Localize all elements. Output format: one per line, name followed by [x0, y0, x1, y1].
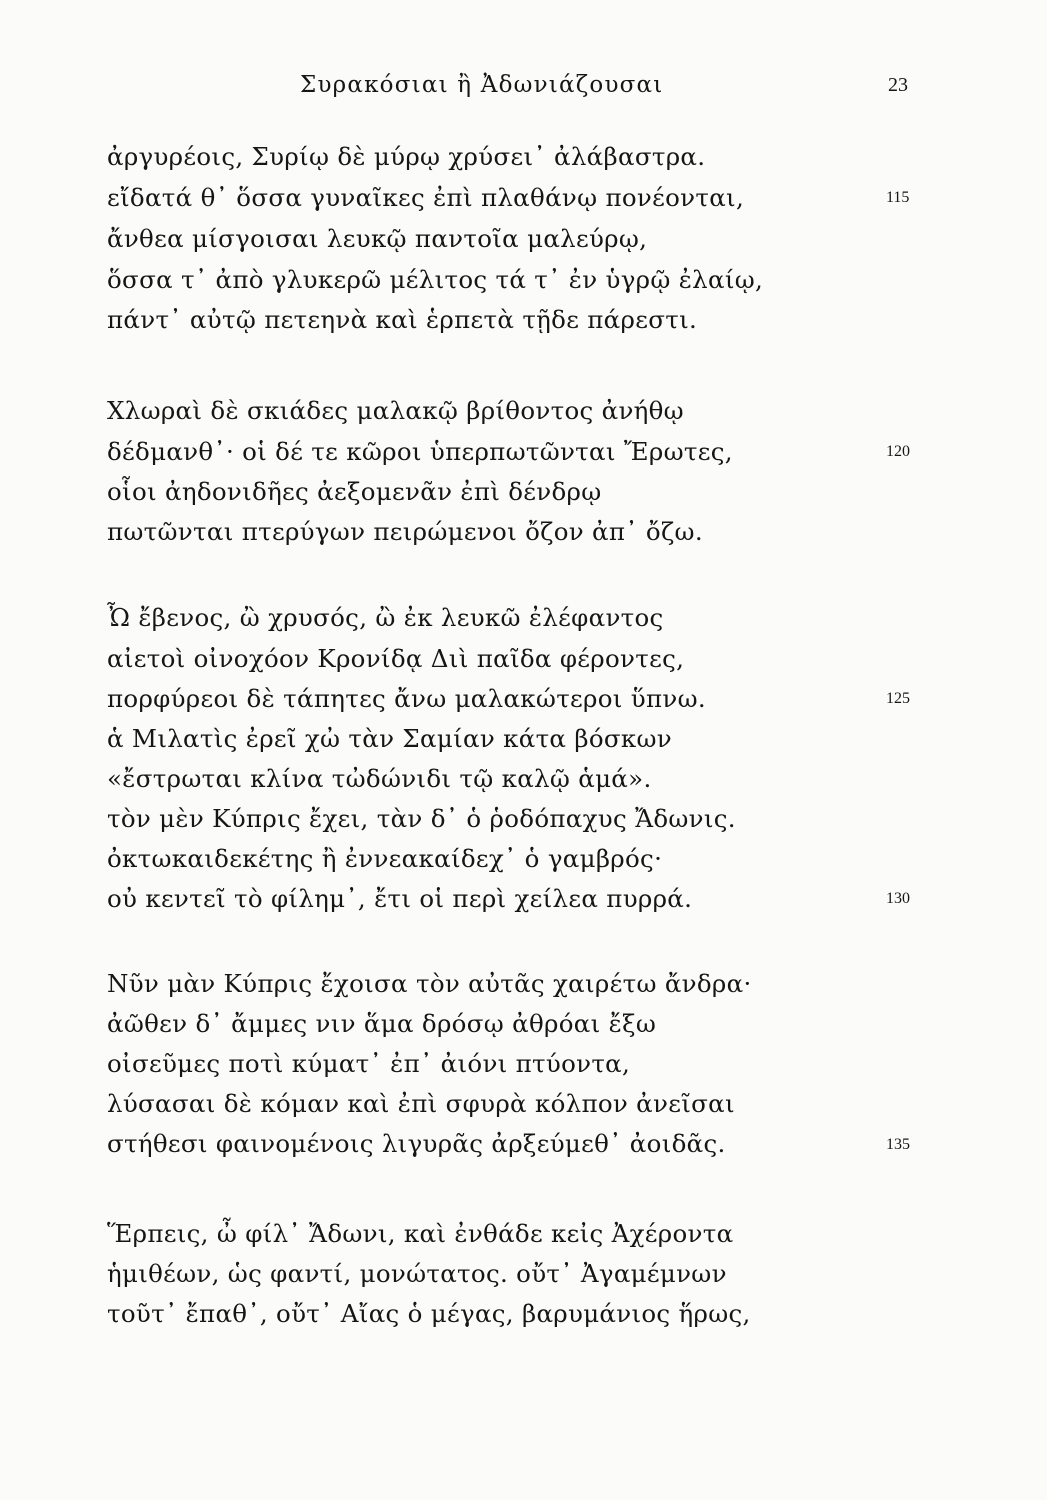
verse-line: Νῦν μὰν Κύπρις ἔχοισα τὸν αὐτᾶς χαιρέτω ἄνδρα· — [107, 969, 752, 998]
line-number: 135 — [886, 1136, 910, 1153]
verse-line: Ἕρπεις, ὦ φίλ᾽ Ἄδωνι, καὶ ἐνθάδε κεἰς Ἀχέροντα — [107, 1219, 734, 1248]
verse-line: «ἔστρωται κλίνα τὠδώνιδι τῷ καλῷ ἁμά». — [107, 764, 652, 793]
verse-line: πωτῶνται πτερύγων πειρώμενοι ὄζον ἀπ᾽ ὄζω. — [107, 517, 703, 546]
verse-line: λύσασαι δὲ κόμαν καὶ ἐπὶ σφυρὰ κόλπον ἀνεῖσαι — [107, 1089, 735, 1118]
verse-line: ὀκτωκαιδεκέτης ἢ ἐννεακαίδεχ᾽ ὁ γαμβρός· — [107, 844, 663, 873]
verse-line: ἁ Μιλατὶς ἐρεῖ χὠ τὰν Σαμίαν κάτα βόσκων — [107, 724, 672, 753]
verse-line: πορφύρεοι δὲ τάπητες ἄνω μαλακώτεροι ὕπνω. — [107, 684, 706, 713]
line-number: 120 — [886, 443, 910, 460]
verse-line: ὅσσα τ᾽ ἀπὸ γλυκερῶ μέλιτος τά τ᾽ ἐν ὑγρῷ ἐλαίῳ, — [107, 265, 764, 294]
verse-line: αἰετοὶ οἰνοχόον Κρονίδᾳ Διὶ παῖδα φέροντες, — [107, 644, 685, 673]
verse-line: πάντ᾽ αὐτῷ πετεηνὰ καὶ ἑρπετὰ τῇδε πάρεστι. — [107, 305, 698, 334]
verse-line: ἀργυρέοις, Συρίῳ δὲ μύρῳ χρύσει᾽ ἀλάβαστρα. — [107, 142, 706, 171]
line-number: 125 — [886, 690, 910, 707]
verse-line: Χλωραὶ δὲ σκιάδες μαλακῷ βρίθοντος ἀνήθῳ — [107, 396, 684, 425]
verse-line: οἷοι ἀηδονιδῆες ἀεξομενᾶν ἐπὶ δένδρῳ — [107, 477, 602, 506]
verse-line: οὐ κεντεῖ τὸ φίλημ᾽, ἔτι οἱ περὶ χείλεα πυρρά. — [107, 884, 693, 913]
verse-line: τοῦτ᾽ ἔπαθ᾽, οὔτ᾽ Αἴας ὁ μέγας, βαρυμάνιος ἥρως, — [107, 1299, 751, 1328]
verse-line: δέδμανθ᾽· οἱ δέ τε κῶροι ὑπερπωτῶνται Ἔρωτες, — [107, 437, 733, 466]
verse-line: ἄνθεα μίσγοισαι λευκῷ παντοῖα μαλεύρῳ, — [107, 224, 648, 253]
verse-line: Ὦ ἔβενος, ὢ χρυσός, ὢ ἐκ λευκῶ ἐλέφαντος — [107, 603, 664, 632]
line-number: 130 — [886, 890, 910, 907]
page-number: 23 — [888, 74, 908, 96]
line-number: 115 — [886, 189, 910, 206]
verse-line: ἀῶθεν δ᾽ ἄμμες νιν ἅμα δρόσῳ ἀθρόαι ἔξω — [107, 1009, 657, 1038]
verse-line: τὸν μὲν Κύπρις ἔχει, τὰν δ᾽ ὁ ῥοδόπαχυς Ἄδωνις. — [107, 804, 736, 833]
verse-line: ἡμιθέων, ὡς φαντί, μονώτατος. οὔτ᾽ Ἀγαμέμνων — [107, 1259, 727, 1288]
verse-line: οἰσεῦμες ποτὶ κύματ᾽ ἐπ᾽ ἀιόνι πτύοντα, — [107, 1049, 631, 1078]
verse-line: εἴδατά θ᾽ ὅσσα γυναῖκες ἐπὶ πλαθάνῳ πονέονται, — [107, 183, 745, 212]
running-title: Συρακόσιαι ἢ Ἀδωνιάζουσαι — [300, 72, 664, 98]
verse-line: στήθεσι φαινομένοις λιγυρᾶς ἀρξεύμεθ᾽ ἀοιδᾶς. — [107, 1129, 726, 1158]
